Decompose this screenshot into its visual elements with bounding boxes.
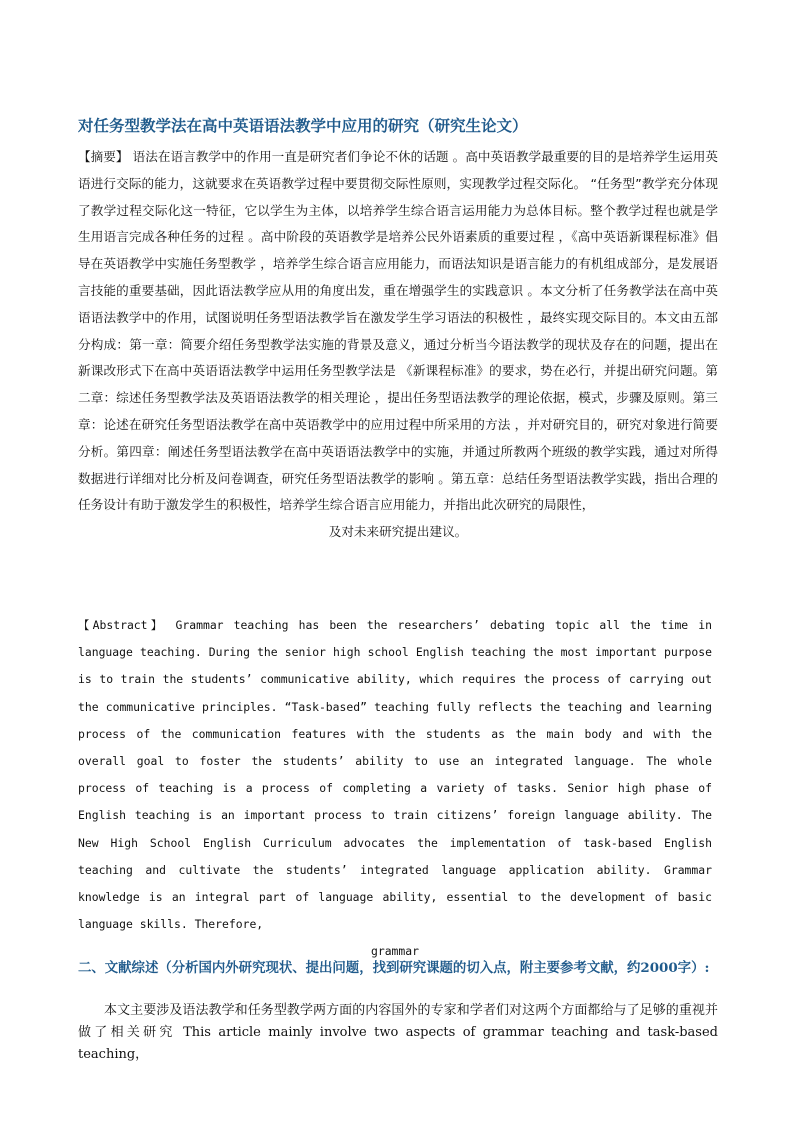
document-title: 对任务型教学法在高中英语语法教学中应用的研究（研究生论文） [78, 116, 528, 135]
english-abstract [78, 612, 712, 966]
chinese-abstract-last-line: 及对未来研究提出建议。 [328, 524, 468, 540]
literature-review-body [78, 1000, 718, 1066]
chinese-abstract [78, 144, 718, 546]
english-abstract-body: 【Abstract】 Grammar teaching has been the researchers’ debating topic all the time in language teaching. During the senior high school English teaching the most important purpose is to train the students’ communicative ability, which requires the process of carrying out the communicative principles. “Task-based” teaching fully reflects the teaching and learning process of the communication features with the students as the main body and with the overall goal to foster the students’ ability to use an integrated language. The whole process of teaching is a process of completing a variety of tasks. Senior high phase of English teaching is an important process to train citizens’ foreign language ability. The New High School English Curriculum advocates the implementation of task-based English teaching and cultivate the students’ integrated language application ability. Grammar knowledge is an integral part of language ability, essential to the development of basic language skills. Therefore, [78, 618, 712, 932]
english-abstract-last-line: grammar [370, 944, 419, 959]
literature-review-heading: 二、文献综述（分析国内外研究现状、提出问题，找到研究课题的切入点，附主要参考文献，约2000字）: [78, 960, 710, 976]
chinese-abstract-body: 【摘要】 语法在语言教学中的作用一直是研究者们争论不休的话题 。高中英语教学最重要的目的是培养学生运用英语进行交际的能力，这就要求在英语教学过程中要贯彻交际性原则，实现教学过程交际化。 “任务型”教学充分体现了教学过程交际化这一特征，它以学生为主体，以培养学生综合语言运用能力为总体目标。整个教学过程也就是学生用语言完成各种任务的过程 。高中阶段的英语教学是培养公民外语素质的重要过程 ，《高中英语新课程标准》倡导在英语教学中实施任务型教学 ，培养学生综合语言应用能力，而语法知识是语言能力的有机组成部分，是发展语言技能的重要基础，因此语法教学应从用的角度出发，重在增强学生的实践意识 。本文分析了任务教学法在高中英语语法教学中的作用，试图说明任务型语法教学旨在激发学生学习语法的积极性 ，最终实现交际目的。本文由五部分构成：第一章：简要介绍任务型教学法实施的背景及意义，通过分析当今语法教学的现状及存在的问题，提出在新课改形式下在高中英语语法教学中运用任务型教学法是 《新课程标准》的要求，势在必行，并提出研究问题。第二章：综述任务型教学法及英语语法教学的相关理论 ，提出任务型语法教学的理论依据，模式，步骤及原则。第三章：论述在研究任务型语法教学在高中英语教学中的应用过程中所采用的方法 ，并对研究目的，研究对象进行简要分析。第四章：阐述任务型语法教学在高中英语语法教学中的实施，并通过所教两个班级的教学实践，通过对所得数据进行详细对比分析及问卷调查，研究任务型语法教学的影响 。第五章：总结任务型语法教学实践，指出合理的任务设计有助于激发学生的积极性，培养学生综合语言应用能力，并指出此次研究的局限性， [78, 149, 718, 513]
literature-review-paragraph: 本文主要涉及语法教学和任务型教学两方面的内容国外的专家和学者们对这两个方面都给与了足够的重视并做了相关研究 This article mainly involve two aspects of grammar teaching and task-based teaching， [78, 1003, 718, 1062]
